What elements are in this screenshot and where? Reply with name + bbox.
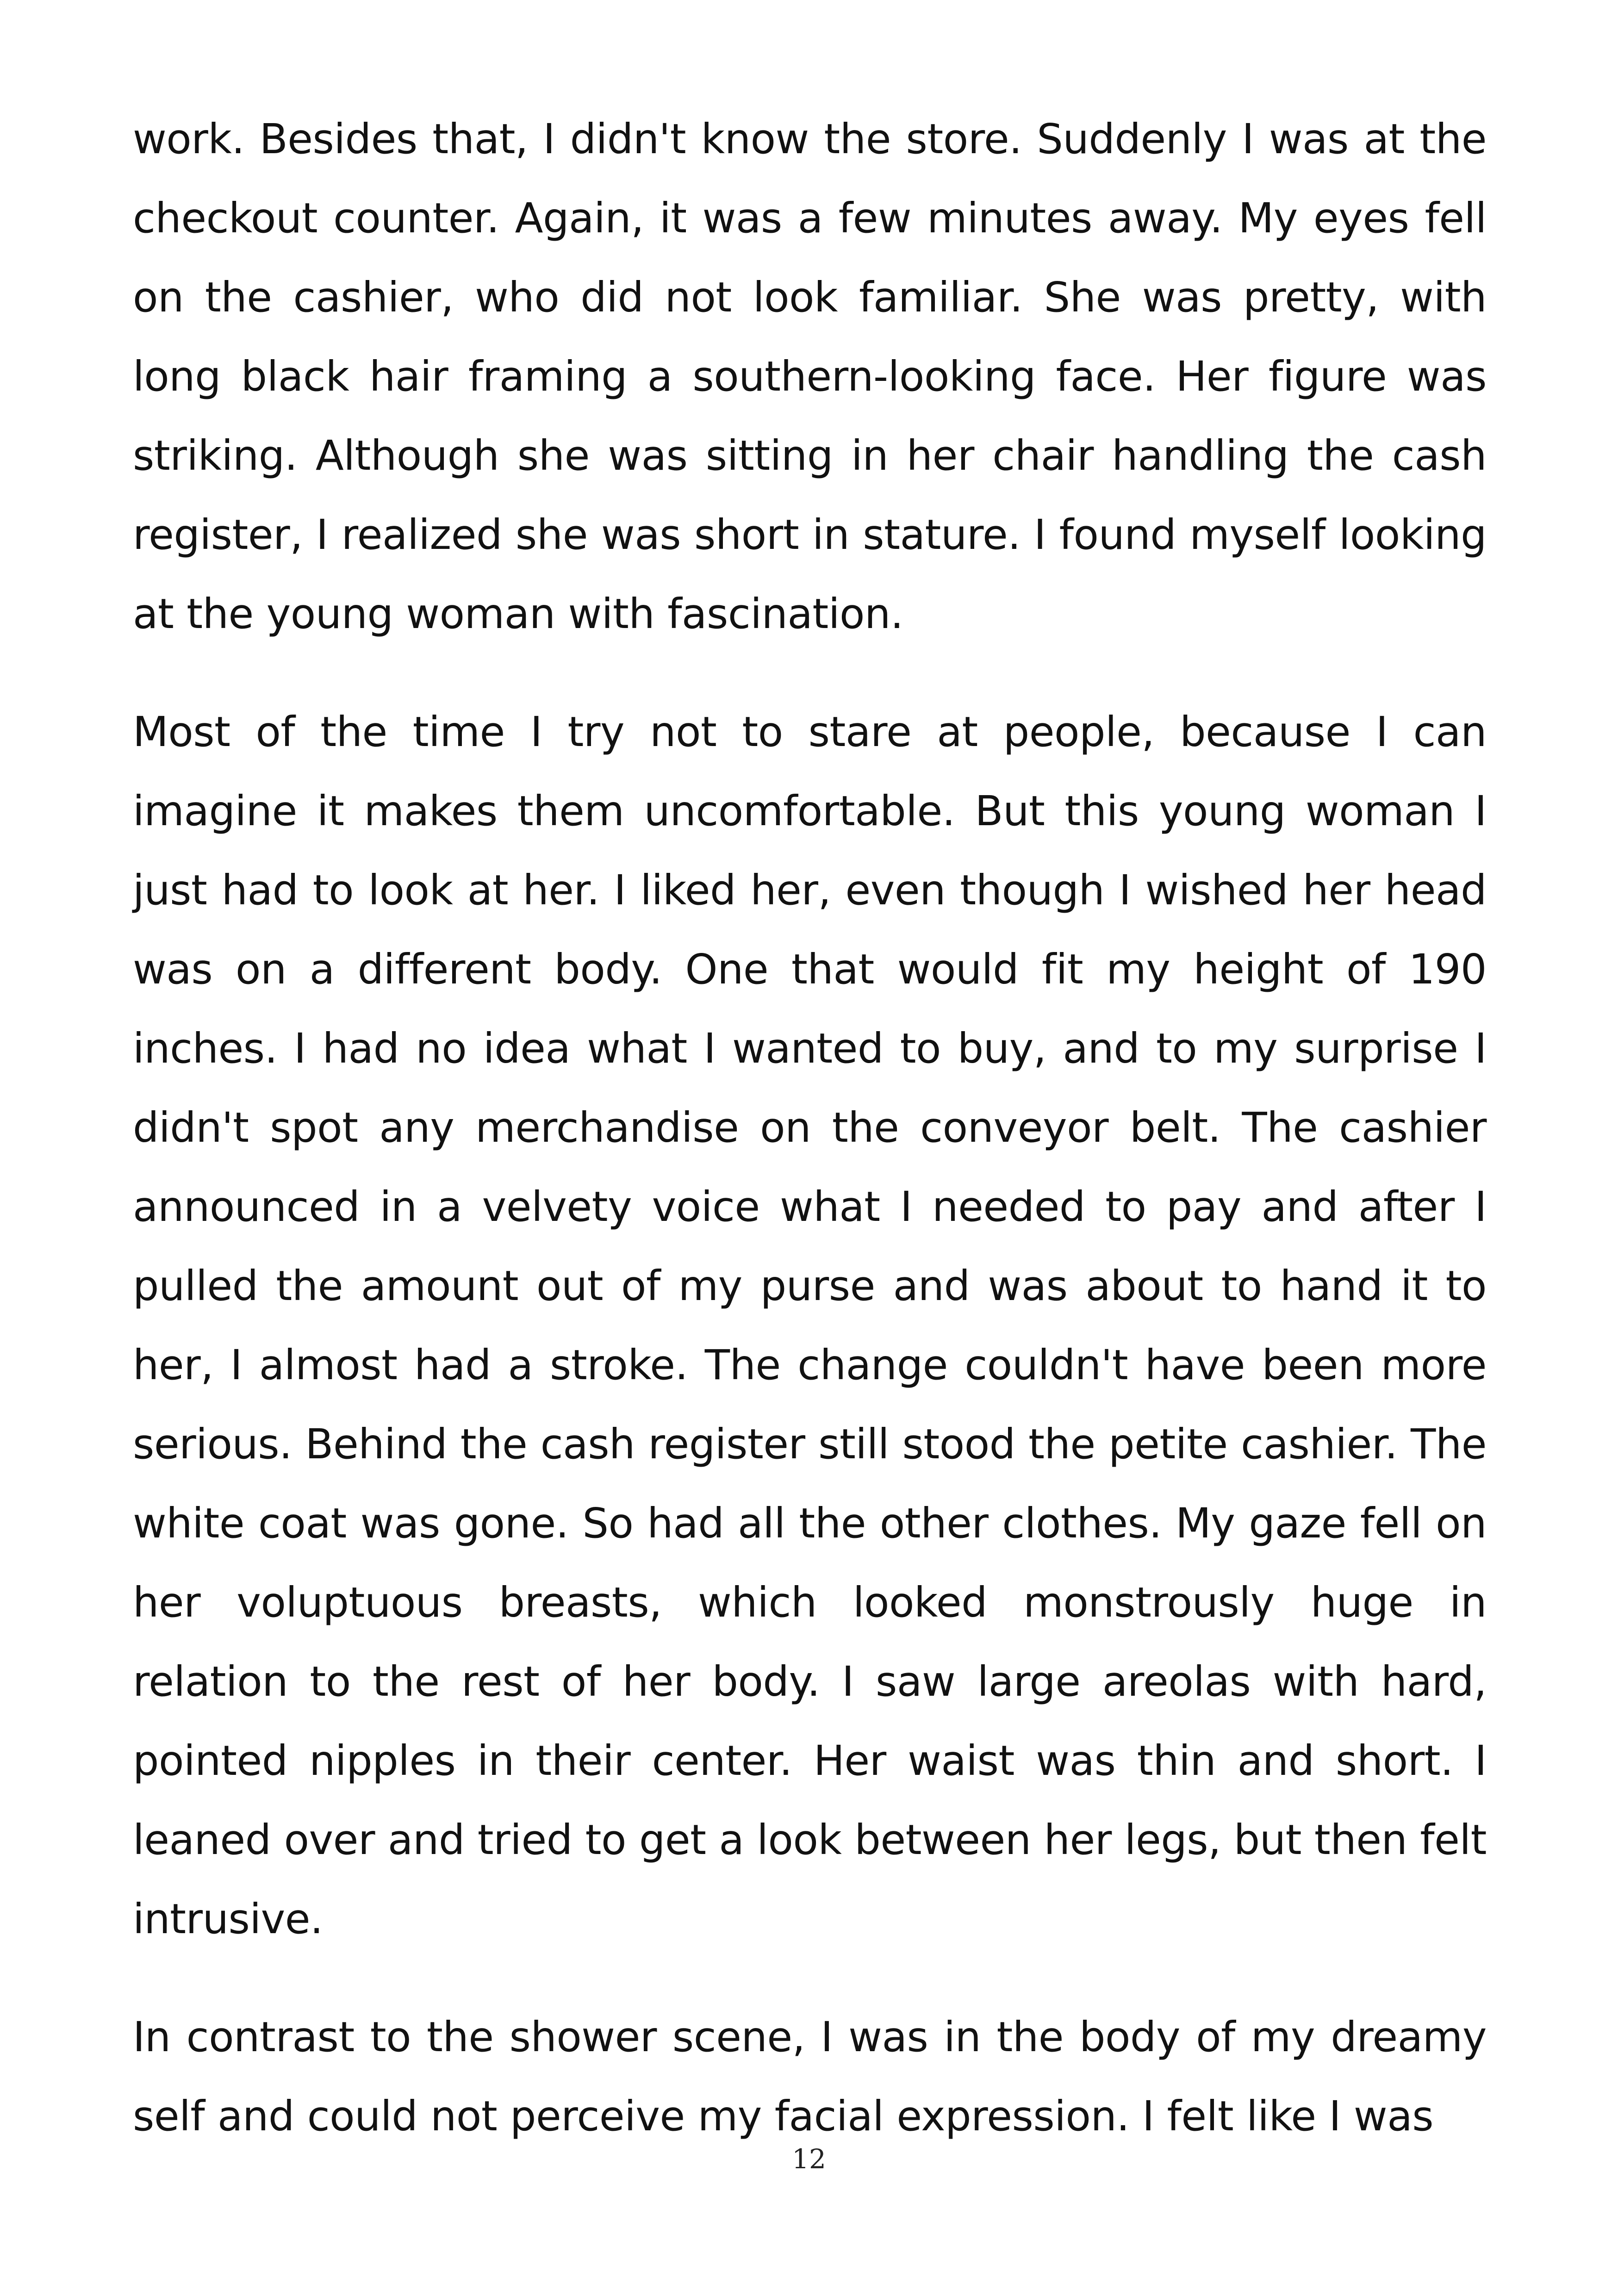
paragraph-3: In contrast to the shower scene, I was in the body of my dreamy self and could not perceive my facial expression. I felt like I was (133, 2013, 1487, 2140)
paragraph-2: Most of the time I try not to stare at people, because I can imagine it makes them uncomfortable. But this young woman I just had to look at her. I liked her, even though I wished her head was on a different body. One that would fit my height of 190 inches. I had no idea what I wanted to buy, and to my surprise I didn't spot any merchandise on the conveyor belt. The cashier announced in a velvety voice what I needed to pay and after I pulled the amount out of my purse and was about to hand it to her, I almost had a stroke. The change couldn't have been more serious. Behind the cash register still stood the petite cashier. The white coat was gone. So had all the other clothes. My gaze fell on her voluptuous breasts, which looked monstrously huge in relation to the rest of her body. I saw large areolas with hard, pointed nipples in their center. Her waist was thin and short. I leaned over and tried to get a look between her legs, but then felt intrusive. (133, 708, 1487, 1943)
body-text (133, 100, 1487, 2156)
page-number: 12 (792, 2143, 826, 2175)
paragraph-1: work. Besides that, I didn't know the store. Suddenly I was at the checkout counter. Again, it was a few minutes away. My eyes fell on the cashier, who did not look familiar. She was pretty, with long black hair framing a southern-looking face. Her figure was striking. Although she was sitting in her chair handling the cash register, I realized she was short in stature. I found myself looking at the young woman with fascination. (133, 115, 1487, 638)
